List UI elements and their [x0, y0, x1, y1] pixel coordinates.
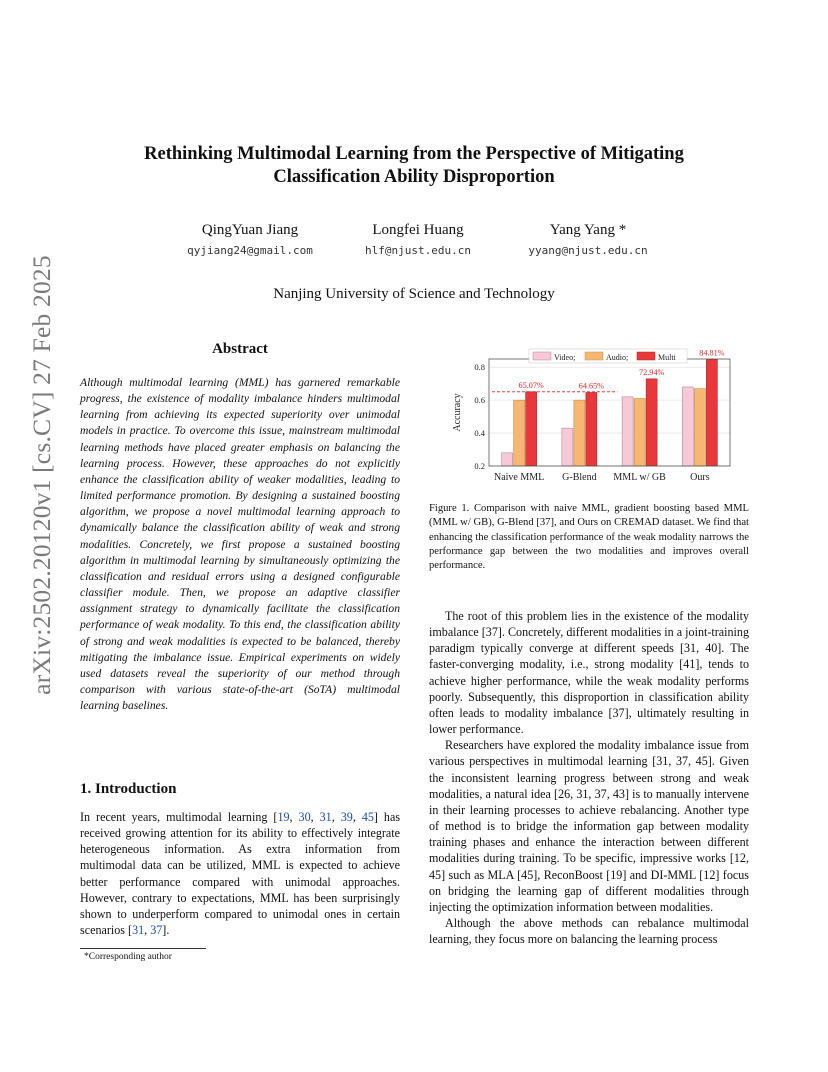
- text-run: ,: [331, 810, 341, 824]
- intro-paragraph: [80, 809, 400, 938]
- figure-1-chart: [447, 343, 737, 493]
- data-label: 65.07%: [518, 380, 544, 390]
- paragraph: Researchers have explored the modality imbalance issue from various perspectives in multimodal learning [31, 37, 45]. Given the inconsistent learning progress between strong and weak modalities, a natural idea [26, 31, 37, 43] is to manually intervene in their learning processes to achieve rebalancing. Another type of method is to bridge the information gap between modality training phases and enhance the interaction between different modalities during training. To be specific, impressive works [12, 45] such as MLA [45], ReconBoost [19] and DI-MML [12] focus on bridging the learning gap of different modalities through injecting the optimization information between modalities.: [429, 738, 749, 914]
- chart-legend: [529, 349, 687, 363]
- abstract-heading: Abstract: [212, 341, 268, 357]
- bar-audio: [514, 400, 525, 466]
- paper-title: [60, 143, 768, 189]
- author-3: [508, 221, 668, 257]
- bar-multi: [646, 379, 657, 466]
- data-label: 64.65%: [578, 381, 604, 391]
- citation-link[interactable]: 31: [132, 923, 145, 938]
- x-tick-label: Ours: [690, 472, 710, 483]
- citation-link[interactable]: 19: [277, 810, 290, 824]
- title-line-1: Rethinking Multimodal Learning from the Perspective of Mitigating: [144, 144, 684, 164]
- author-name: QingYuan Jiang: [201, 222, 299, 238]
- y-tick-label: 0.4: [474, 428, 485, 439]
- legend-label: Video;: [554, 353, 576, 362]
- text-run: ,: [144, 923, 151, 938]
- bar-multi: [586, 392, 597, 466]
- text-run: ] has received growing attention for its ability to effectively integrate heterogeneous information. As extra information from multimodal data can be utilized, MML is expected to achieve better performance compared with unimodal approaches. However, contrary to expectations, MML has been surprisingly shown to underperform compared to unimodal ones in certain scenarios [: [80, 810, 401, 938]
- author-email: qyjiang24@gmail.com: [187, 244, 313, 257]
- intro-text: [80, 809, 400, 938]
- bar-audio: [634, 399, 645, 466]
- footnote: *Corresponding author: [84, 952, 172, 962]
- text-run: ].: [162, 923, 170, 938]
- legend-label: Audio;: [606, 353, 629, 362]
- footnote-rule: [80, 948, 206, 949]
- text-run: In recent years, multimodal learning [: [80, 810, 278, 824]
- legend-swatch: [637, 352, 655, 360]
- text-run: ,: [289, 810, 299, 824]
- x-tick-label: G-Blend: [562, 472, 597, 483]
- bar-multi: [706, 359, 717, 466]
- y-tick-label: 0.6: [474, 395, 485, 406]
- legend-swatch: [533, 352, 551, 360]
- author-email: hlf@njust.edu.cn: [365, 244, 471, 257]
- abstract-text: Although multimodal learning (MML) has garnered remarkable progress, the existence of modality imbalance hinders multimodal learning from achieving its expected superiority over unimodal models in practice. To overcome this issue, mainstream multimodal learning methods have placed greater emphasis on balancing the learning process. However, these approaches do not explicitly enhance the classification ability of weaker modalities, leading to limited performance promotion. By designing a sustained boosting algorithm, we propose a novel multimodal learning approach to dynamically balance the classification ability of weak and strong modalities. Concretely, we first propose a sustained boosting algorithm in multimodal learning by simultaneously optimizing the classification and residual errors using a designed configurable classifier module. Then, we propose an adaptive classifier assignment strategy to dynamically facilitate the classification performance of weak modality. To this end, the classification ability of strong and weak modalities is expected to be balanced, thereby mitigating the imbalance issue. Empirical experiments on widely used datasets reveal the superiority of our method through comparison with various state-of-the-art (SoTA) multimodal learning baselines.: [80, 376, 400, 713]
- bar-video: [682, 387, 693, 466]
- citation-link[interactable]: 37: [150, 923, 163, 938]
- x-tick-label: MML w/ GB: [613, 472, 666, 483]
- citation-link[interactable]: 31: [319, 810, 332, 824]
- author-name: Yang Yang *: [549, 222, 627, 238]
- author-name: Longfei Huang: [372, 222, 464, 238]
- data-label: 84.81%: [699, 348, 725, 358]
- figure-caption: Figure 1. Comparison with naive MML, gradient boosting based MML (MML w/ GB), G-Blend [37], and Ours on CREMAD dataset. We find that enhancing the classification performance of the weak modality narrows the performance gap between the two modalities and improves overall performance.: [429, 503, 749, 572]
- text-run: ,: [310, 810, 320, 824]
- bar-multi: [526, 392, 537, 466]
- paragraph: Although the above methods can rebalance multimodal learning, they focus more on balancing the learning process: [429, 915, 749, 947]
- bar-audio: [574, 400, 585, 466]
- section-heading: 1. Introduction: [80, 781, 177, 797]
- citation-link[interactable]: 30: [298, 810, 311, 824]
- right-column: [429, 608, 749, 947]
- title-line-2: Classification Ability Disproportion: [273, 167, 555, 187]
- affiliation: Nanjing University of Science and Technology: [273, 286, 555, 302]
- bar-video: [502, 453, 513, 466]
- x-tick-label: Naive MML: [493, 472, 545, 483]
- bar-video: [622, 397, 633, 466]
- text-run: ,: [352, 810, 362, 824]
- chart-bars: [502, 359, 718, 466]
- plot-frame: [489, 359, 730, 466]
- arxiv-id: arXiv:2502.20120v1 [cs.CV] 27 Feb 2025: [27, 255, 56, 695]
- y-axis-label: Accuracy: [452, 393, 463, 432]
- author-2: [338, 221, 498, 257]
- author-1: [170, 221, 330, 257]
- legend-label: Multi: [658, 353, 676, 362]
- legend-swatch: [585, 352, 603, 360]
- bar-video: [562, 428, 573, 466]
- citation-link[interactable]: 39: [340, 810, 353, 824]
- bar-audio: [694, 389, 705, 466]
- paragraph: The root of this problem lies in the existence of the modality imbalance [37]. Concretely, different modalities in a joint-training paradigm typically converge at different speeds [31, 40]. The faster-converging modality, i.e., strong modality [41], tends to achieve higher performance, while the weak modality performs poorly. Subsequently, this disproportion in classification ability often leads to modality imbalance [37], ultimately resulting in lower performance.: [429, 609, 749, 737]
- y-tick-label: 0.2: [474, 461, 485, 471]
- arxiv-stamp: [22, 255, 62, 695]
- y-tick-label: 0.8: [474, 362, 485, 373]
- citation-link[interactable]: 45: [361, 810, 374, 824]
- author-email: yyang@njust.edu.cn: [528, 244, 648, 257]
- data-label: 72.94%: [639, 367, 665, 377]
